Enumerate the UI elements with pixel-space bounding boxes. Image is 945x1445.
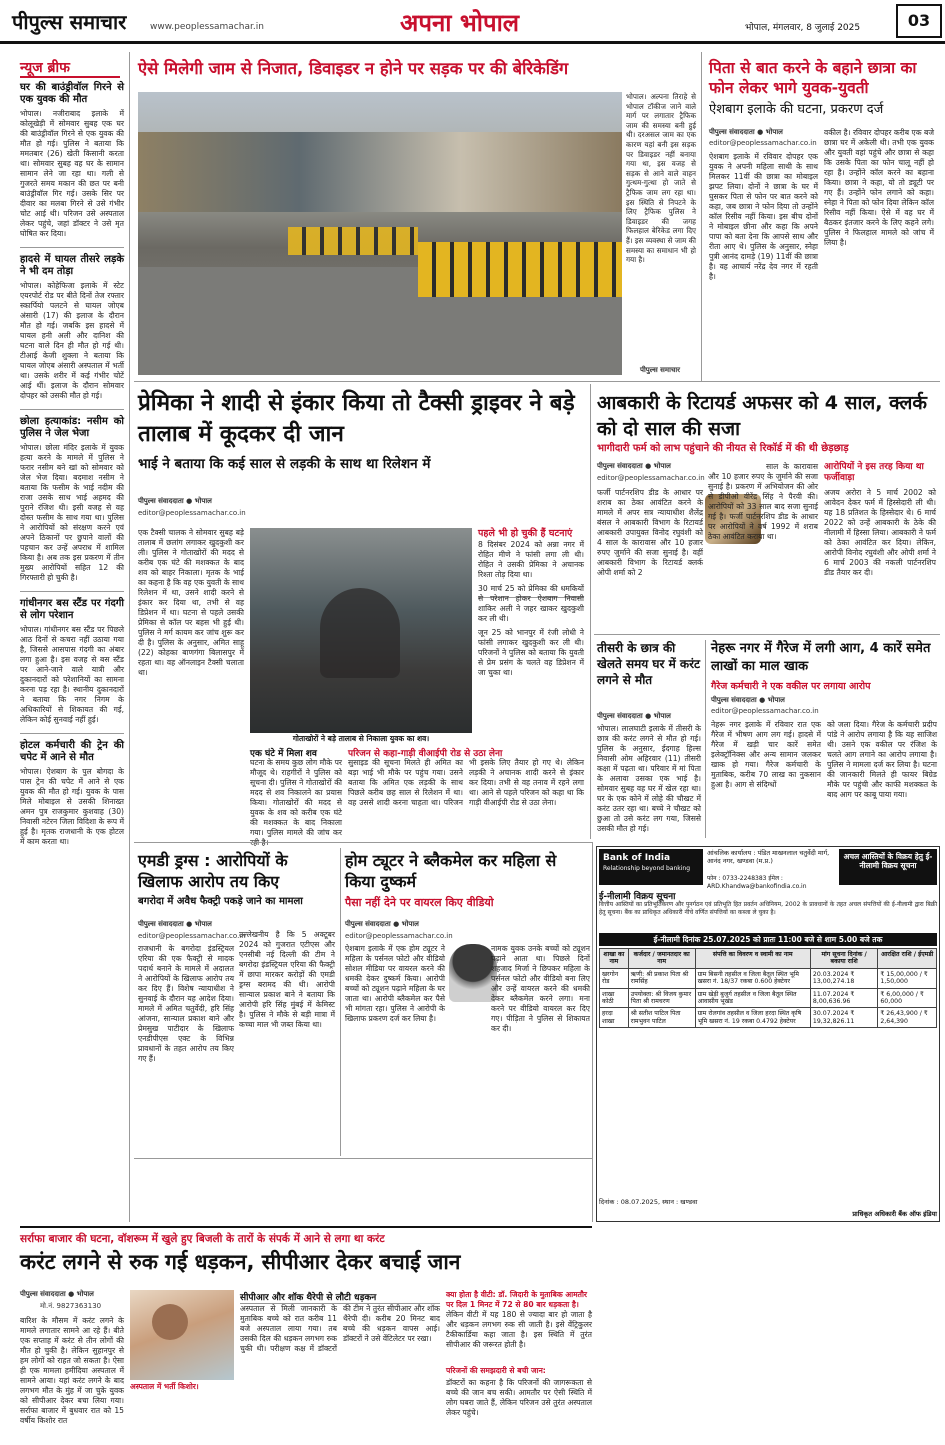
sidebar-item: 30 मार्च 25 को प्रेमिका की धमकियों से परेशान होकर ऐशबाग निवासी शाकिर अली ने जहर खाकर खुदकुशी कर ली थी।	[478, 584, 584, 623]
tutor-email[interactable]: editor@peoplessamachar.co.in	[345, 932, 453, 940]
sarafa-byline: पीपुल्स संवाददाता ● भोपाल	[20, 1290, 94, 1298]
bank-logo: Bank of India Relationship beyond banking	[599, 849, 703, 885]
table-row: शाखा कोठी उपयोक्ता: श्री विजय कुमार पिता श्री रामचरण ग्राम खेड़ी बुजुर्ग तहसील व जिला बैतूल स्थित आवासीय भूखंड 11.07.2024 ₹ 8,00,636.96 ₹ 6,00,000 / ₹ 60,000	[600, 988, 937, 1008]
taxi-email[interactable]: editor@peoplessamachar.co.in	[138, 509, 246, 517]
taxi-deck: भाई ने बताया कि कई साल से लड़की के साथ था रिलेशन में	[138, 456, 431, 472]
excise-sidebar-title: आरोपियों ने इस तरह किया था फर्जीवाड़ा	[824, 462, 924, 483]
section-title: अपना भोपाल	[400, 8, 520, 37]
daughter-email[interactable]: editor@peoplessamachar.co.in	[709, 139, 817, 147]
sarafa-sub-title: सीपीआर और शॉक थैरेपी से लौटी धड़कन	[240, 1290, 440, 1304]
patient-head	[152, 1304, 188, 1340]
excise-headline: आबकारी के रिटायर्ड अफसर को 4 साल, क्लर्क को दो साल की सजा	[597, 392, 927, 440]
fire-deck: गैरेज कर्मचारी ने एक वकील पर लगाया आरोप	[711, 681, 871, 692]
notice-body: वित्तीय आस्तियों का प्रतिभूतिकरण और पुनर्गठन एवं प्रतिभूति हित प्रवर्तन अधिनियम, 2002 के प्रावधानों के तहत अचल संपत्तियों की ई-नीलामी द्वारा बिक्री हेतु सूचना। बैंक का प्राधिकृत अधिकारी नीचे वर्णित संपत्तियों का कब्जा ले चुका है।	[599, 901, 937, 916]
brief-item: होटल कर्मचारी की ट्रेन की चपेट में आने से मौत भोपाल। ऐशबाग के पुल बोगदा के पास ट्रेन की चपेट में आने से एक युवक की मौत हो गई। युवक के पास मिले मोबाइल से उसकी शिनाख्त अमन पुत्र राजकुमार कुशवाह (30) निवासी नटेरन जिला विदिशा के रूप में हुई है। मृतक राजधानी के एक होटल में काम करता था।	[20, 733, 124, 847]
brief-item: घर की बाउंड्रीवॉल गिरने से एक युवक की मौत भोपाल। नजीराबाद इलाके में कोलूखेड़ी में सोमवार सुबह एक घर की बाउंड्रीवॉल गिरने से एक युवक की मौत हो गई। पुलिस ने बताया कि ममतबार (26) खेती किसानी करता था। सोमवार सुबह वह घर के सामान सामान लेने जा रहा था। गली से गुजरते समय मकान की छत पर बनी बाउंड्रीवॉल गिर गई। उसके सिर पर दीवार का मलबा गिरने से उसे गंभीर चोट आई थी। परिजन उसे अस्पताल लेकर पहुंचे, जहां डॉक्टर ने उसे मृत घोषित कर दिया।	[20, 82, 124, 238]
column-divider	[705, 640, 706, 838]
taxi-byline: पीपुल्स संवाददाता ● भोपाल	[138, 497, 212, 505]
column-divider	[592, 842, 593, 1222]
jam-photo	[138, 92, 622, 375]
bank-header: आंचलिक कार्यालय : पंडित माखनलाल चतुर्वेदी मार्ग, आनंद नगर, खण्डवा (म.प्र.)	[707, 849, 830, 865]
barricade-far	[288, 227, 418, 255]
tutor-deck: पैसा नहीं देने पर वायरल किए वीडियो	[345, 896, 494, 909]
news-brief-column	[20, 82, 124, 1217]
daughter-deck: ऐशबाग इलाके की घटना, प्रकरण दर्ज	[709, 102, 884, 117]
taxi-body: एक टैक्सी चालक ने सोमवार सुबह बड़े तालाब में छलांग लगाकर खुदकुशी कर ली। पुलिस ने गोताखोरों की मदद से करीब एक घंटे की मशक्कत के बाद शव को बाहर निकाला। मृतक के भाई का कहना है कि वह एक युवती के साथ रिलेशन में था, उसने शादी करने से इंकार कर दिया था, तभी से वह डिप्रेशन में था। घटना से पहले उसकी प्रेमिका से कॉल पर बहस भी हुई थी। पुलिस ने मर्ग कायम कर जांच शुरू कर दी है। पुलिस के अनुसार, अमित साहू (22) कोहका बाणगंगा बिलासपुर में रहता था। वह ऑनलाइन टैक्सी चलाता था।	[138, 528, 244, 677]
ad-footer: दिनांक : 08.07.2025, स्थान : खण्डवा	[599, 1198, 698, 1206]
taxi-sub2: सुसाइड की सूचना मिलते ही अमित का बड़ा भाई भी मौके पर पहुंच गया। उसने बताया कि अमित एक लड़की के साथ पिछले करीब छह साल से रिलेशन में था। वह उससे शादी करना चाहता था। परिजन भी इसके लिए तैयार हो गए थे। लेकिन लड़की ने अचानक शादी करने से इंकार कर दिया। तभी से वह तनाव में रहने लगा था। आने से पहले परिजन को कहा था कि गाड़ी वीआईपी रोड से उठा लेना।	[348, 758, 584, 807]
row-divider	[134, 381, 940, 382]
column-divider	[701, 52, 702, 382]
fire-headline: नेहरू नगर में गैरेज में लगी आग, 4 कारें समेत लाखों का माल खाक	[711, 641, 931, 674]
taxi-sidebar-title: पहले भी हो चुकी हैं घटनाएं	[478, 528, 584, 598]
brief-item: हादसे में घायल तीसरे लड़के ने भी दम तोड़ा भोपाल। कोहेफिजा इलाके में स्टेट एयरपोर्ट रोड पर बीते दिनों तेज रफ्तार स्कार्पियो पलटने से घायल जोएब अंसारी (17) की इलाज के दौरान मौत हो गई। जबकि इस हादसे में घायल हनी अली और दानिश की घटना वाले दिन ही मौत हो गई थी। टीआई केजी शुक्ला ने बताया कि घायल जोएब अंसारी अस्पताल में भर्ती था। उसके शरीर में कई गंभीर चोटें आई थीं। इलाज के दौरान सोमवार दोपहर को उसकी मौत हो गई।	[20, 247, 124, 401]
jam-body: भोपाल। अल्पना तिराहे से भोपाल टॉकीज जाने वाले मार्ग पर लगातार ट्रैफिक जाम की समस्या बनी हुई थी। दरअसल जाम का एक कारण यहां बनी इस सड़क पर डिवाइडर नहीं बनाया गया था, इस वजह से सड़क से आने वाले वाहन गुत्थम-गुत्था हो जाते से ट्रैफिक जाम लग रहा था। इस स्थिति से निपटने के लिए ट्रैफिक पुलिस ने डिवाइडर की जगह फिलहाल बेरिकेड लगा दिए हैं। इस व्यवस्था से जाम की समस्या का समाधान भी हो गया है।	[626, 92, 696, 265]
column-divider	[590, 384, 591, 839]
row-divider	[134, 842, 592, 843]
drugs-deck: बगरोदा में अवैध फैक्ट्री पकड़े जाने का मामला	[138, 896, 303, 907]
news-brief-title: न्यूज ब्रीफ	[20, 60, 70, 76]
sarafa-body-1: बारिश के मौसम में करंट लगने के मामले लगातार सामने आ रहे हैं। बीते एक सप्ताह में करंट से तीन लोगों की मौत हो चुकी है। लेकिन सुहानपुर से हम लोगों को राहत जो सकता है। ऐसा ही एक मामला हमीदिया अस्पताल में सामने आया। यहां करंट लगने के बाद लगभग मौत के मुंह में जा चुके युवक को सीपीआर देकर बचा लिया गया। सर्राफा बाजार में बुधवार रात को 15 वर्षीय किशोर रात	[20, 1316, 124, 1425]
fire-byline: पीपुल्स संवाददाता ● भोपाल	[711, 696, 785, 704]
sarafa-headline: करंट लगने से रुक गई धड़कन, सीपीआर देकर बचाई जान	[20, 1250, 461, 1274]
drugs-body-1: राजधानी के बगरोदा इंडस्ट्रियल एरिया की एक फैक्ट्री से मादक पदार्थ बनाने के मामले में अदालत ने आरोपियों के खिलाफ आरोप तय कर दिए हैं। विशेष न्यायाधीश ने सुनवाई के दौरान यह आदेश दिया। मामले में अमित चतुर्वेदी, हरि सिंह आंजना, सान्याल प्रकाश बाने और प्रेमसुख पाटीदार के खिलाफ एनडीपीएस एक्ट के विभिन्न प्रावधानों के तहत आरोप तय किए गए हैं।	[138, 944, 234, 1063]
site-url[interactable]: www.peoplessamachar.in	[150, 22, 264, 32]
vt-box-body: लेकिन वीटी में यह 180 से ज्यादा बार हो जाता है और धड़कन लगभग रुक सी जाती है। इसे वेंट्रिकुलर टैकीकार्डिया कहा जाता है। इस स्थिति में तुरंत सीपीआर की जरूरत होती है।	[446, 1310, 592, 1349]
sidebar-item: जून 25 को भानपुर में रंजी लोधी ने फांसी लगाकर खुदकुशी कर ली थी। परिजनों ने पुलिस को बताया कि युवती से प्रेम प्रसंग के चलते वह डिप्रेशन में जा चुका था।	[478, 628, 584, 677]
table-row: खरगोन रोड ऋणी: श्री प्रकाश पिता श्री रामसिंह ग्राम बिसनी तहसील व जिला बैतूल स्थित भूमि खसरा नं. 18/37 रकबा 0.600 हेक्टेयर 20.03.2024 ₹ 13,00,274.18 ₹ 15,00,000 / ₹ 1,50,000	[600, 968, 937, 988]
row-divider	[20, 1226, 592, 1228]
brief-item: छोला हत्याकांड: नसीम को पुलिस ने जेल भेजा भोपाल। छोला मंदिर इलाके में युवक हत्या करने के मामले में पुलिस ने फरार नसीम बने खां को सोमवार को जेल भेज दिया। बदमाश नसीम ने बताया कि फसीम के भाई नदीम की राजा उसके साथ भाई अहमद की पुराने रंजिश थी। इसी वजह से वह दोस्त फसीम के साथ गया था। पुलिस ने आरोपियों को संरक्षण करने एवं अपने ठिकानों पर छुपाने वालों की पहचान कर उन्हें अपराध में शामिल किया है। अब तक इस प्रकरण में तीन मुख्य आरोपियों सहित 12 की गिरफ्तारी हो चुकी है।	[20, 409, 124, 583]
sarafa-mobile: मो.नं. 9827363130	[40, 1302, 102, 1310]
table-header: शाखा का नाम कर्जदार / जमानतदार का नाम संपत्ति का विवरण व स्वामी का नाम मांग सूचना दिनांक / बकाया राशि आरक्षित राशि / ईएमडी	[600, 949, 937, 969]
taxi-sub2-title: परिजन से कहा-गाड़ी वीआईपी रोड से उठा लेना	[348, 749, 503, 759]
taxi-sidebar	[478, 540, 584, 735]
sarafa-photo-caption: अस्पताल में भर्ती किशोर।	[130, 1382, 199, 1391]
page-number: 03	[896, 4, 942, 38]
family-box-title: परिजनों की समझदारी से बची जान:	[446, 1366, 546, 1375]
rescuer-figure	[320, 588, 400, 678]
column-divider	[340, 848, 341, 1156]
drugs-email[interactable]: editor@peoplessamachar.co.in	[138, 932, 246, 940]
barricade-row	[418, 242, 622, 297]
sarafa-photo	[130, 1290, 234, 1380]
row-divider	[594, 634, 940, 635]
vt-box-title: क्या होता है वीटी: डॉ. जिदारी के मुताबिक आमतौर पर दिल 1 मिनट में 72 से 80 बार धड़कता है।	[446, 1290, 588, 1309]
excise-email[interactable]: editor@peoplessamachar.co.in	[597, 474, 705, 482]
drugs-byline: पीपुल्स संवाददाता ● भोपाल	[138, 920, 212, 928]
electro-headline: तीसरी के छात्र की खेलते समय घर में करंट लगने से मौत	[597, 641, 701, 687]
excise-sidebar: अजय अरोरा ने 5 मार्च 2002 को आवेदन देकर फर्म में हिस्सेदारी ली थी। यह 18 प्रतिशत के हिस्सेदार थे। 6 मार्च 2022 को उन्हें आबकारी के ठेके की नीलामी में हिस्सा लिया। आबकारी ने फर्म को ठेका आवंटित कर दिया। लेकिन, आरोपी विनोद रघुवंशी और ओपी शर्मा ने 6 मार्च 2003 की नकली पार्टनरशिप डीड तैयार कर दी।	[824, 488, 936, 577]
jam-credit: पीपुल्स समाचार	[640, 366, 681, 374]
drugs-body-2: उल्लेखनीय है कि 5 अक्टूबर 2024 को गुजरात एटीएस और एनसीबी नई दिल्ली की टीम ने बगरोदा इंडस्ट्रियल एरिया की फैक्ट्री में छापा मारकर करोड़ों की एमडी ड्रग्स बरामद की थी। आरोपी सान्याल प्रकाश बाने ने बताया कि आरोपी हरि सिंह मुंबई में केमिस्ट है। पुलिस ने मौके से बड़ी मात्रा में कच्चा माल भी जब्त किया था।	[239, 930, 335, 1029]
drugs-headline: एमडी ड्रग्स : आरोपियों के खिलाफ आरोप तय किए	[138, 851, 288, 891]
electro-byline: पीपुल्स संवाददाता ● भोपाल	[597, 712, 671, 720]
daughter-byline: पीपुल्स संवाददाता ● भोपाल	[709, 128, 783, 136]
taxi-sub1-title: एक घंटे में मिला शव	[250, 749, 317, 759]
bank-auction-ad	[596, 846, 940, 1222]
tutor-byline: पीपुल्स संवाददाता ● भोपाल	[345, 920, 419, 928]
excise-body-1: फर्जी पार्टनरशिप डीड के आधार पर शराब का ठेका आवंटित करने के मामले में अपर सत्र न्यायाधीश शैलेंद्र बंसल ने आबकारी विभाग के रिटायर्ड आबकारी उपायुक्त विनोद रघुवंशी को 4 साल के कारावास और 10 हजार रुपए जुर्माने की सजा सुनाई है। वहीं आबकारी विभाग के रिटायर्ड क्लर्क ओपी शर्मा को 2	[597, 488, 703, 577]
brief-item: गांधीनगर बस स्टैंड पर गंदगी से लोग परेशान भोपाल। गांधीनगर बस स्टैंड पर पिछले आठ दिनों से कचरा नहीं उठाया गया है, जिससे आसपास गंदगी का अंबार लगा हुआ है। इस वजह से बस स्टैंड पर आने-जाने वाले यात्री और दुकानदारों को परेशानियों का सामना करना पड़ रहा है। स्थानीय दुकानदारों ने बताया कि नगर निगम के अधिकारियों से शिकायत की गई, लेकिन कोई सुनवाई नहीं हुई।	[20, 591, 124, 725]
daughter-body-1: ऐशबाग इलाके में रविवार दोपहर एक युवक ने अपनी महिला साथी के साथ मिलकर 11वीं की छात्रा का मोबाइल झपट लिया। दोनों ने छात्रा के घर में घुसकर पिता से फोन पर बात करने को कहा, जब छात्रा ने फोन दिया तो उन्होंने कॉल रिसीव नहीं किया। इस बीच दोनों ने मोबाइल छीना और कहा कि अपने पापा को बता देना कि आपसे साथ और रीता आए थे। पुलिस के अनुसार, स्नेहा पुत्री आनंद दामड़े (19) 11वीं की छात्रा है। वह आचार्य नरेंद्र देव नगर में रहती है।	[709, 152, 818, 281]
daughter-headline: पिता से बात करने के बहाने छात्रा का फोन लेकर भागे युवक-युवती	[709, 59, 917, 97]
tutor-body-2: नामक युवक उनके बच्चों को ट्यूशन पढ़ाने आता था। पिछले दिनों शहजाद मिर्जा ने छिपकर महिला के पर्सनल फोटो और वीडियो बना लिए और उन्हें वायरल करने की धमकी देकर ब्लैकमेल करने लगा। मना करने पर वीडियो वायरल कर दिए गए। पीड़िता ने पुलिस से शिकायत कर दी।	[491, 944, 590, 1033]
fire-body-2: को जला दिया। गैरेज के कर्मचारी प्रदीप पांडे ने आरोप लगाया है कि यह साजिश थी। उसने एक वकील पर रंजिश के चलते आग लगाने का आरोप लगाया है। पुलिस ने मामला दर्ज कर लिया है। घटना की जानकारी मिलते ही फायर बिग्रेड मौके पर पहुंची और काफी मशक्कत के बाद आग पर काबू पाया गया।	[827, 720, 937, 799]
tutor-body-1: ऐशबाग इलाके में एक होम ट्यूटर ने महिला के पर्सनल फोटो और वीडियो सोशल मीडिया पर वायरल करने की धमकी देकर दुष्कर्म किया। आरोपी बच्चों को ट्यूशन पढ़ाने महिला के घर जाता था। आरोपी ब्लैकमेल कर पैसे भी मांगता रहा। पुलिस ने आरोपी के खिलाफ प्रकरण दर्ज कर लिया है।	[345, 944, 445, 1023]
sarafa-kicker: सर्राफा बाजार की घटना, वॉशरूम में खुले हुए बिजली के तारों के संपर्क में आने से लगा था करंट	[20, 1233, 385, 1245]
shops-strip	[138, 132, 622, 212]
tutor-headline: होम ट्यूटर ने ब्लैकमेल कर महिला से किया दुष्कर्म	[345, 851, 557, 891]
ad-signatory: प्राधिकृत अधिकारी बैंक ऑफ इंडिया	[852, 1210, 937, 1218]
fire-email[interactable]: editor@peoplessamachar.co.in	[711, 707, 819, 715]
sarafa-body-2: अस्पताल से मिली जानकारी के मुताबिक बच्चे को रात करीब 11 बजे अस्पताल लाया गया। तब उसकी दिल की धड़कन लगभग रुक चुकी थी। परीक्षण कक्ष में डॉक्टरों की टीम ने तुरंत सीपीआर और शॉक थैरेपी दी। करीब 20 मिनट बाद बच्चे की धड़कन वापस आई। डॉक्टरों ने उसे वेंटिलेटर पर रखा।	[240, 1304, 440, 1353]
table-row: हरदा शाखा श्री सतीश पाटिल पिता रामभुवन पाटिल ग्राम रोलगांव तहसील व जिला हरदा स्थित कृषि भूमि खसरा नं. 19 रकबा 0.4792 हेक्टेयर 30.07.2024 ₹ 19,32,826.11 ₹ 26,43,900 / ₹ 2,64,390	[600, 1008, 937, 1028]
fire-body-1: नेहरू नगर इलाके में रविवार रात एक गैरेज में भीषण आग लग गई। हादसे में गैरेज में खड़ी चार कारें समेत इलेक्ट्रॉनिक्स और अन्य सामान जलकर खाक हो गया। गैरेज कर्मचारी के मुताबिक, करीब 70 लाख का नुकसान हुआ है। आग से संदिग्धों	[711, 720, 821, 789]
sarafa-body-1b	[130, 1394, 234, 1442]
notice-title: ई-नीलामी विक्रय सूचना	[599, 892, 676, 902]
jam-headline: ऐसे मिलेगी जाम से निजात, डिवाइडर न होने पर सड़क पर की बेरिकेडिंग	[138, 59, 569, 78]
bank-contact: फोन : 0733-2248383 ईमेल : ARD.Khandwa@bankofindia.co.in	[707, 875, 807, 890]
newspaper-logo: पीपुल्स समाचार	[12, 10, 127, 34]
taxi-photo-caption: गोताखोरों ने बड़े तालाब से निकाला युवक का शव।	[292, 734, 430, 743]
sidebar-item: 8 दिसंबर 2024 को अन्ना नगर में रोहित मीणे ने फांसी लगा ली थी। रोहित ने उसकी प्रेमिका ने अचानक रिश्ता तोड़ दिया था।	[478, 540, 584, 579]
excise-body-2: साल के कारावास और 10 हजार रुपए के जुर्माने की सजा सुनाई है। प्रकरण में अभियोजन की ओर से डीपीओ वीरेंद्र सिंह ने पैरवी की। आरोपियों को 33 साल बाद सजा सुनाई गई है। फर्जी पार्टनरशिप डीड के आधार पर आरोपियों ने वर्ष 1992 में शराब ठेका आवंटित कराया था।	[708, 462, 818, 541]
family-box-body: डॉक्टरों का कहना है कि परिजनों की जागरूकता से बच्चे की जान बच सकी। आमतौर पर ऐसी स्थिति में लोग घबरा जाते हैं, लेकिन परिजन उसे तुरंत अस्पताल लेकर पहुंचे।	[446, 1378, 592, 1417]
woman-silhouette-image	[449, 944, 497, 1002]
excise-byline: पीपुल्स संवाददाता ● भोपाल	[597, 462, 671, 470]
taxi-headline: प्रेमिका ने शादी से इंकार किया तो टैक्सी ड्राइवर ने बड़े तालाब में कूदकर दी जान	[138, 390, 575, 447]
taxi-sub1: घटना के समय कुछ लोग मौके पर मौजूद थे। राहगीरों ने पुलिस को सूचना दी। पुलिस ने गोताखोरों की मदद से शव निकालने का प्रयास किया। गोताखोरों की मदद से युवक के शव को करीब एक घंटे की मशक्कत के बाद निकाला गया। पुलिस मामले की जांच कर	[250, 758, 342, 837]
auction-date-line: ई-नीलामी दिनांक 25.07.2025 को प्रातः 11:00 बजे से शाम 5.00 बजे तक	[599, 933, 937, 946]
electro-body: भोपाल। लालघाटी इलाके में तीसरी के छात्र की करंट लगने से मौत हो गई। पुलिस के अनुसार, ईदगाह हिल्स निवासी ओम अहिरवार (11) तीसरी कक्षा में पढ़ता था। परिवार में मां पिता के अलावा उसका एक भाई है। सोमवार सुबह वह घर में खेल रहा था। घर के एक कोने में लोहे की चौखट में करंट उतर रहा था। बच्चे ने चौखट को छुआ तो उसे करंट लग गया, जिससे उसकी मौत हो गई।	[597, 724, 701, 833]
auction-table	[599, 948, 937, 1028]
row-divider	[134, 1158, 592, 1159]
brief-underline	[20, 76, 120, 78]
ad-side-title: अचल आस्तियों के विक्रय हेतु ई-नीलामी विक्रय सूचना	[839, 849, 937, 885]
excise-deck: भागीदारी फर्म को लाभ पहुंचाने की नीयत से रिकॉर्ड में की थी छेड़छाड़	[597, 443, 849, 454]
column-divider	[129, 52, 130, 1222]
taxi-photo	[250, 528, 472, 733]
daughter-body-2: वकील है। रविवार दोपहर करीब एक बजे छात्रा घर में अकेली थी। तभी एक युवक और युवती वहां पहुंचे और छात्रा से कहा कि उसके पिता का फोन चालू नहीं हो रहा है। उन्होंने कॉल करने का बहाना किया। छात्रा ने कहा, यो तो ड्यूटी पर गए हैं। उन्होंने फोन लगाने को कहा। स्नेहा ने पिता को फोन दिया लेकिन कॉल रिसीव नहीं किया। ऐसे में वह घर में बैठकर इंतजार करने के लिए कहने लगे। पुलिस ने फिलहाल मामले को जांच में लिया है।	[824, 128, 934, 247]
dateline: भोपाल, मंगलवार, 8 जुलाई 2025	[745, 23, 861, 33]
